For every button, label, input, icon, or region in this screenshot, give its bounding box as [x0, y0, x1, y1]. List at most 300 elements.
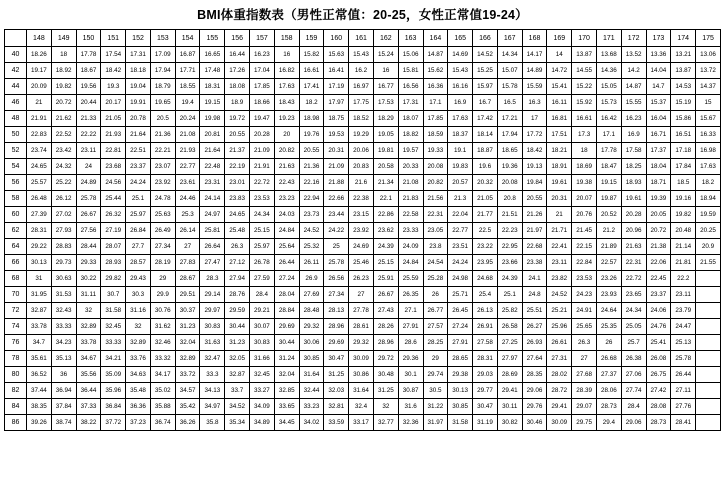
bmi-cell: 29.82: [101, 271, 126, 287]
row-header: 54: [5, 159, 27, 175]
column-header: 160: [324, 30, 349, 47]
bmi-cell: 21.09: [324, 159, 349, 175]
bmi-cell: 22.77: [175, 159, 200, 175]
bmi-cell: 25.28: [423, 271, 448, 287]
bmi-cell: 19.23: [274, 111, 299, 127]
bmi-cell: 34.97: [200, 399, 225, 415]
bmi-cell: 19.84: [522, 175, 547, 191]
bmi-cell: 17.41: [299, 79, 324, 95]
bmi-cell: 23.33: [398, 223, 423, 239]
bmi-cell: 16.3: [522, 95, 547, 111]
bmi-cell: 26.3: [572, 335, 597, 351]
bmi-cell: 24.47: [671, 319, 696, 335]
bmi-cell: 29.72: [373, 351, 398, 367]
bmi-table: [4, 29, 721, 431]
bmi-cell: 31.24: [274, 351, 299, 367]
bmi-cell: [696, 367, 721, 383]
bmi-cell: 15.41: [547, 79, 572, 95]
row-header: 74: [5, 319, 27, 335]
bmi-cell: 27.83: [175, 255, 200, 271]
bmi-cell: 30.44: [225, 319, 250, 335]
bmi-cell: 23.15: [349, 207, 374, 223]
bmi-cell: 30.37: [175, 303, 200, 319]
table-row: [5, 63, 721, 79]
bmi-cell: 32.77: [373, 415, 398, 431]
bmi-cell: 21.63: [274, 159, 299, 175]
bmi-cell: 32.81: [324, 399, 349, 415]
bmi-cell: 18.65: [497, 143, 522, 159]
bmi-cell: 20.05: [646, 207, 671, 223]
bmi-cell: 15: [696, 95, 721, 111]
bmi-cell: 22.51: [126, 143, 151, 159]
bmi-cell: 18.59: [423, 127, 448, 143]
bmi-cell: 13.87: [671, 63, 696, 79]
bmi-cell: 20.81: [200, 127, 225, 143]
bmi-cell: 34.23: [51, 335, 76, 351]
bmi-cell: 26.11: [299, 255, 324, 271]
bmi-cell: 31.63: [200, 335, 225, 351]
bmi-cell: 14.55: [572, 63, 597, 79]
bmi-cell: 23.92: [150, 175, 175, 191]
column-header: 149: [51, 30, 76, 47]
bmi-cell: 22.68: [522, 239, 547, 255]
table-row: [5, 175, 721, 191]
column-header: 148: [27, 30, 52, 47]
bmi-cell: 13.72: [696, 63, 721, 79]
bmi-cell: 25: [324, 239, 349, 255]
bmi-cell: 21.88: [324, 175, 349, 191]
bmi-cell: 15.67: [696, 111, 721, 127]
bmi-cell: 29.69: [274, 319, 299, 335]
bmi-cell: 21.71: [547, 223, 572, 239]
bmi-cell: 21.08: [175, 127, 200, 143]
bmi-cell: 22.83: [27, 127, 52, 143]
bmi-cell: 19.05: [373, 127, 398, 143]
column-header: 157: [250, 30, 275, 47]
bmi-cell: 24.78: [150, 191, 175, 207]
bmi-cell: 21: [547, 207, 572, 223]
bmi-cell: 27.64: [522, 351, 547, 367]
bmi-cell: 22.52: [51, 127, 76, 143]
table-row: [5, 303, 721, 319]
bmi-cell: 19.47: [250, 111, 275, 127]
bmi-cell: 22.16: [299, 175, 324, 191]
column-header: 154: [175, 30, 200, 47]
bmi-cell: 30.22: [76, 271, 101, 287]
bmi-cell: 16.87: [175, 47, 200, 63]
bmi-cell: 27.43: [373, 303, 398, 319]
bmi-cell: 29.07: [572, 399, 597, 415]
bmi-cell: 30.85: [448, 399, 473, 415]
bmi-cell: 30.63: [51, 271, 76, 287]
bmi-cell: 30.1: [398, 367, 423, 383]
bmi-cell: 18.14: [473, 127, 498, 143]
bmi-cell: 16.56: [398, 79, 423, 95]
bmi-cell: 31.23: [225, 335, 250, 351]
bmi-cell: 15.92: [572, 95, 597, 111]
bmi-cell: 16.11: [547, 95, 572, 111]
bmi-cell: 18.66: [250, 95, 275, 111]
bmi-cell: 24.09: [398, 239, 423, 255]
bmi-cell: 18.79: [150, 79, 175, 95]
bmi-cell: 26.68: [596, 351, 621, 367]
bmi-cell: 30.09: [349, 351, 374, 367]
bmi-cell: 29.69: [324, 335, 349, 351]
bmi-cell: 23.65: [621, 287, 646, 303]
bmi-cell: 27: [175, 239, 200, 255]
bmi-cell: 31.97: [423, 415, 448, 431]
bmi-cell: 19.04: [126, 79, 151, 95]
bmi-cell: 21.6: [349, 175, 374, 191]
bmi-cell: 34.45: [274, 415, 299, 431]
bmi-cell: 29.21: [250, 303, 275, 319]
bmi-cell: 34.63: [126, 367, 151, 383]
bmi-cell: 28.76: [225, 287, 250, 303]
table-row: [5, 95, 721, 111]
bmi-cell: 13.36: [646, 47, 671, 63]
bmi-cell: 21.34: [373, 175, 398, 191]
bmi-cell: 26.77: [423, 303, 448, 319]
bmi-cell: 24.46: [175, 191, 200, 207]
bmi-cell: 27.24: [448, 319, 473, 335]
bmi-cell: 27.34: [324, 287, 349, 303]
bmi-cell: 29.73: [51, 255, 76, 271]
bmi-cell: 25.4: [473, 287, 498, 303]
bmi-cell: 16.71: [646, 127, 671, 143]
bmi-cell: 29.22: [27, 239, 52, 255]
bmi-cell: 35.48: [126, 383, 151, 399]
bmi-cell: 24.64: [596, 303, 621, 319]
bmi-cell: 24.32: [51, 159, 76, 175]
bmi-cell: 23.11: [547, 255, 572, 271]
bmi-cell: 18.47: [596, 159, 621, 175]
bmi-cell: 36.36: [126, 399, 151, 415]
bmi-cell: 22.04: [448, 207, 473, 223]
bmi-cell: 28.4: [621, 399, 646, 415]
bmi-cell: 19.61: [547, 175, 572, 191]
bmi-cell: 29.36: [398, 351, 423, 367]
row-header: 84: [5, 399, 27, 415]
bmi-cell: 25.21: [547, 303, 572, 319]
bmi-cell: 20.76: [572, 207, 597, 223]
bmi-cell: 28.4: [250, 287, 275, 303]
bmi-cell: 30.83: [250, 335, 275, 351]
bmi-cell: 24.89: [76, 175, 101, 191]
bmi-cell: 27.68: [572, 367, 597, 383]
bmi-cell: 27.39: [27, 207, 52, 223]
bmi-cell: 18.37: [448, 127, 473, 143]
bmi-cell: 20.72: [646, 223, 671, 239]
bmi-cell: 27.12: [225, 255, 250, 271]
bmi-cell: 28.19: [150, 255, 175, 271]
bmi-cell: 30.5: [423, 383, 448, 399]
column-header: 168: [522, 30, 547, 47]
bmi-cell: 18.25: [621, 159, 646, 175]
bmi-cell: 19.76: [299, 127, 324, 143]
bmi-cell: 17.63: [696, 159, 721, 175]
bmi-cell: 19.83: [448, 159, 473, 175]
bmi-cell: 29.77: [473, 383, 498, 399]
row-header: 70: [5, 287, 27, 303]
bmi-cell: 22.58: [398, 207, 423, 223]
bmi-cell: 21.91: [27, 111, 52, 127]
bmi-cell: 33.3: [200, 367, 225, 383]
bmi-cell: 17.78: [76, 47, 101, 63]
bmi-cell: 16.7: [473, 95, 498, 111]
bmi-cell: 22.41: [547, 239, 572, 255]
bmi-cell: 32: [126, 319, 151, 335]
bmi-cell: 21.91: [250, 159, 275, 175]
bmi-cell: 33.23: [299, 399, 324, 415]
bmi-cell: 35.42: [175, 399, 200, 415]
column-header: 164: [423, 30, 448, 47]
bmi-cell: 31.11: [76, 287, 101, 303]
bmi-cell: 24.34: [250, 207, 275, 223]
table-row: [5, 47, 721, 63]
bmi-cell: 20.25: [696, 223, 721, 239]
bmi-cell: 31.25: [324, 367, 349, 383]
bmi-cell: 25.51: [522, 303, 547, 319]
table-row: [5, 415, 721, 431]
bmi-cell: 23.74: [27, 143, 52, 159]
bmi-cell: 15.37: [646, 95, 671, 111]
bmi-cell: 38.22: [76, 415, 101, 431]
bmi-cell: 17.94: [150, 63, 175, 79]
bmi-cell: 36.52: [27, 367, 52, 383]
bmi-cell: 26: [423, 287, 448, 303]
bmi-cell: 28.65: [448, 351, 473, 367]
column-header: 175: [696, 30, 721, 47]
bmi-cell: 23.79: [671, 303, 696, 319]
bmi-cell: 19.65: [150, 95, 175, 111]
bmi-cell: 30.85: [299, 351, 324, 367]
column-header: 152: [126, 30, 151, 47]
bmi-cell: 24.1: [522, 271, 547, 287]
bmi-cell: 21.38: [646, 239, 671, 255]
bmi-cell: 24.68: [473, 271, 498, 287]
bmi-cell: 20.9: [696, 239, 721, 255]
bmi-cell: 14.89: [522, 63, 547, 79]
row-header: 48: [5, 111, 27, 127]
bmi-cell: 26.35: [398, 287, 423, 303]
bmi-cell: 21.81: [671, 255, 696, 271]
bmi-cell: 31.25: [373, 383, 398, 399]
bmi-cell: 28.57: [126, 255, 151, 271]
bmi-cell: 16.44: [225, 47, 250, 63]
bmi-cell: 29.75: [572, 415, 597, 431]
bmi-cell: 13.52: [621, 47, 646, 63]
bmi-cell: 33.59: [324, 415, 349, 431]
bmi-cell: 21.62: [51, 111, 76, 127]
bmi-cell: 17: [522, 111, 547, 127]
bmi-cell: 27.47: [200, 255, 225, 271]
table-row: [5, 207, 721, 223]
bmi-cell: 31.16: [126, 303, 151, 319]
bmi-cell: 25.41: [646, 335, 671, 351]
bmi-cell: 25.91: [373, 271, 398, 287]
table-row: [5, 335, 721, 351]
bmi-cell: 20.5: [150, 111, 175, 127]
bmi-cell: 28.41: [671, 415, 696, 431]
bmi-cell: 24.34: [621, 303, 646, 319]
column-header: 174: [671, 30, 696, 47]
bmi-cell: 28.93: [101, 255, 126, 271]
row-header: 46: [5, 95, 27, 111]
bmi-cell: 24.22: [324, 223, 349, 239]
bmi-cell: 17.48: [200, 63, 225, 79]
bmi-cell: 24.76: [646, 319, 671, 335]
bmi-cell: 24.65: [225, 207, 250, 223]
bmi-cell: 25.71: [448, 287, 473, 303]
table-row: [5, 287, 721, 303]
bmi-cell: 25.46: [349, 255, 374, 271]
bmi-cell: 32.45: [250, 367, 275, 383]
bmi-cell: 19.82: [51, 79, 76, 95]
bmi-cell: 28.44: [76, 239, 101, 255]
bmi-cell: 16.9: [448, 95, 473, 111]
bmi-cell: 20.82: [423, 175, 448, 191]
bmi-cell: 24: [76, 159, 101, 175]
bmi-cell: 31: [27, 271, 52, 287]
bmi-cell: [696, 287, 721, 303]
column-header: 151: [101, 30, 126, 47]
row-header: 44: [5, 79, 27, 95]
bmi-cell: 33.76: [126, 351, 151, 367]
table-row: [5, 319, 721, 335]
bmi-cell: 22.48: [200, 159, 225, 175]
bmi-cell: 15.22: [572, 79, 597, 95]
bmi-cell: 22.15: [572, 239, 597, 255]
bmi-cell: 23.11: [76, 143, 101, 159]
bmi-cell: 24.98: [448, 271, 473, 287]
bmi-cell: 30.07: [250, 319, 275, 335]
bmi-cell: 31.19: [473, 415, 498, 431]
bmi-cell: 15.07: [497, 63, 522, 79]
bmi-cell: 19.98: [200, 111, 225, 127]
bmi-cell: 14.53: [671, 79, 696, 95]
bmi-cell: 28.83: [51, 239, 76, 255]
bmi-cell: 29.43: [126, 271, 151, 287]
bmi-cell: 19.91: [126, 95, 151, 111]
bmi-cell: [696, 335, 721, 351]
bmi-cell: 29.41: [497, 383, 522, 399]
bmi-cell: 32.44: [299, 383, 324, 399]
bmi-cell: [696, 303, 721, 319]
bmi-cell: 36: [51, 367, 76, 383]
bmi-cell: 26.48: [27, 191, 52, 207]
bmi-cell: 25.1: [126, 191, 151, 207]
bmi-cell: 18.2: [299, 95, 324, 111]
bmi-cell: 20.96: [621, 223, 646, 239]
bmi-cell: 25.15: [373, 255, 398, 271]
row-header: 50: [5, 127, 27, 143]
bmi-cell: 29.03: [473, 367, 498, 383]
bmi-cell: 22.86: [373, 207, 398, 223]
bmi-cell: 25.78: [324, 255, 349, 271]
bmi-cell: 20.31: [324, 143, 349, 159]
bmi-cell: 29.32: [349, 335, 374, 351]
bmi-cell: 32.89: [175, 351, 200, 367]
bmi-cell: 19.36: [497, 159, 522, 175]
bmi-cell: 36.44: [76, 383, 101, 399]
bmi-cell: 25.82: [497, 303, 522, 319]
bmi-cell: 29: [423, 351, 448, 367]
bmi-cell: 23.93: [596, 287, 621, 303]
bmi-cell: 16.9: [621, 127, 646, 143]
bmi-cell: 24.52: [299, 223, 324, 239]
row-header: 72: [5, 303, 27, 319]
bmi-cell: 16.61: [299, 63, 324, 79]
bmi-cell: 21.93: [175, 143, 200, 159]
bmi-cell: 22.77: [448, 223, 473, 239]
bmi-cell: 17.51: [547, 127, 572, 143]
bmi-cell: 32.03: [324, 383, 349, 399]
table-row: [5, 191, 721, 207]
bmi-cell: 28.67: [175, 271, 200, 287]
bmi-cell: 26.3: [225, 239, 250, 255]
bmi-cell: 17.63: [274, 79, 299, 95]
bmi-cell: 20.28: [621, 207, 646, 223]
bmi-cell: 19.6: [473, 159, 498, 175]
bmi-cell: 27.42: [646, 383, 671, 399]
bmi-cell: 17.71: [175, 63, 200, 79]
bmi-cell: 27.78: [349, 303, 374, 319]
column-header: 171: [596, 30, 621, 47]
bmi-cell: 32.36: [398, 415, 423, 431]
bmi-cell: 15.63: [324, 47, 349, 63]
bmi-cell: 25.32: [299, 239, 324, 255]
bmi-cell: 16.36: [423, 79, 448, 95]
bmi-cell: 19.87: [596, 191, 621, 207]
bmi-cell: 22.57: [596, 255, 621, 271]
bmi-cell: 30.47: [324, 351, 349, 367]
bmi-cell: 32.04: [175, 335, 200, 351]
bmi-cell: 16.98: [696, 143, 721, 159]
bmi-cell: 38.35: [27, 399, 52, 415]
column-header: 166: [473, 30, 498, 47]
bmi-cell: 27.97: [497, 351, 522, 367]
bmi-cell: 14.7: [646, 79, 671, 95]
bmi-cell: 37.33: [76, 399, 101, 415]
bmi-cell: 31.22: [423, 399, 448, 415]
bmi-cell: 27.06: [621, 367, 646, 383]
bmi-cell: 18.67: [76, 63, 101, 79]
bmi-cell: 32.46: [150, 335, 175, 351]
bmi-cell: 25.78: [671, 351, 696, 367]
bmi-cell: 16.82: [274, 63, 299, 79]
row-header: 42: [5, 63, 27, 79]
bmi-cell: 33.17: [349, 415, 374, 431]
bmi-cell: 27.34: [150, 239, 175, 255]
bmi-cell: 26.78: [250, 255, 275, 271]
bmi-cell: 20.82: [274, 143, 299, 159]
bmi-cell: 31.53: [51, 287, 76, 303]
bmi-cell: 18.08: [225, 79, 250, 95]
bmi-cell: 22.21: [150, 143, 175, 159]
table-row: [5, 351, 721, 367]
bmi-cell: 13.06: [696, 47, 721, 63]
bmi-cell: 24.14: [200, 191, 225, 207]
bmi-cell: 23.82: [547, 271, 572, 287]
bmi-cell: 31.58: [101, 303, 126, 319]
bmi-cell: 19.29: [349, 127, 374, 143]
bmi-cell: 22.23: [497, 223, 522, 239]
bmi-cell: 23.92: [349, 223, 374, 239]
bmi-cell: 24.23: [572, 287, 597, 303]
bmi-cell: 32.87: [225, 367, 250, 383]
bmi-cell: 16.04: [646, 111, 671, 127]
column-header: 158: [274, 30, 299, 47]
